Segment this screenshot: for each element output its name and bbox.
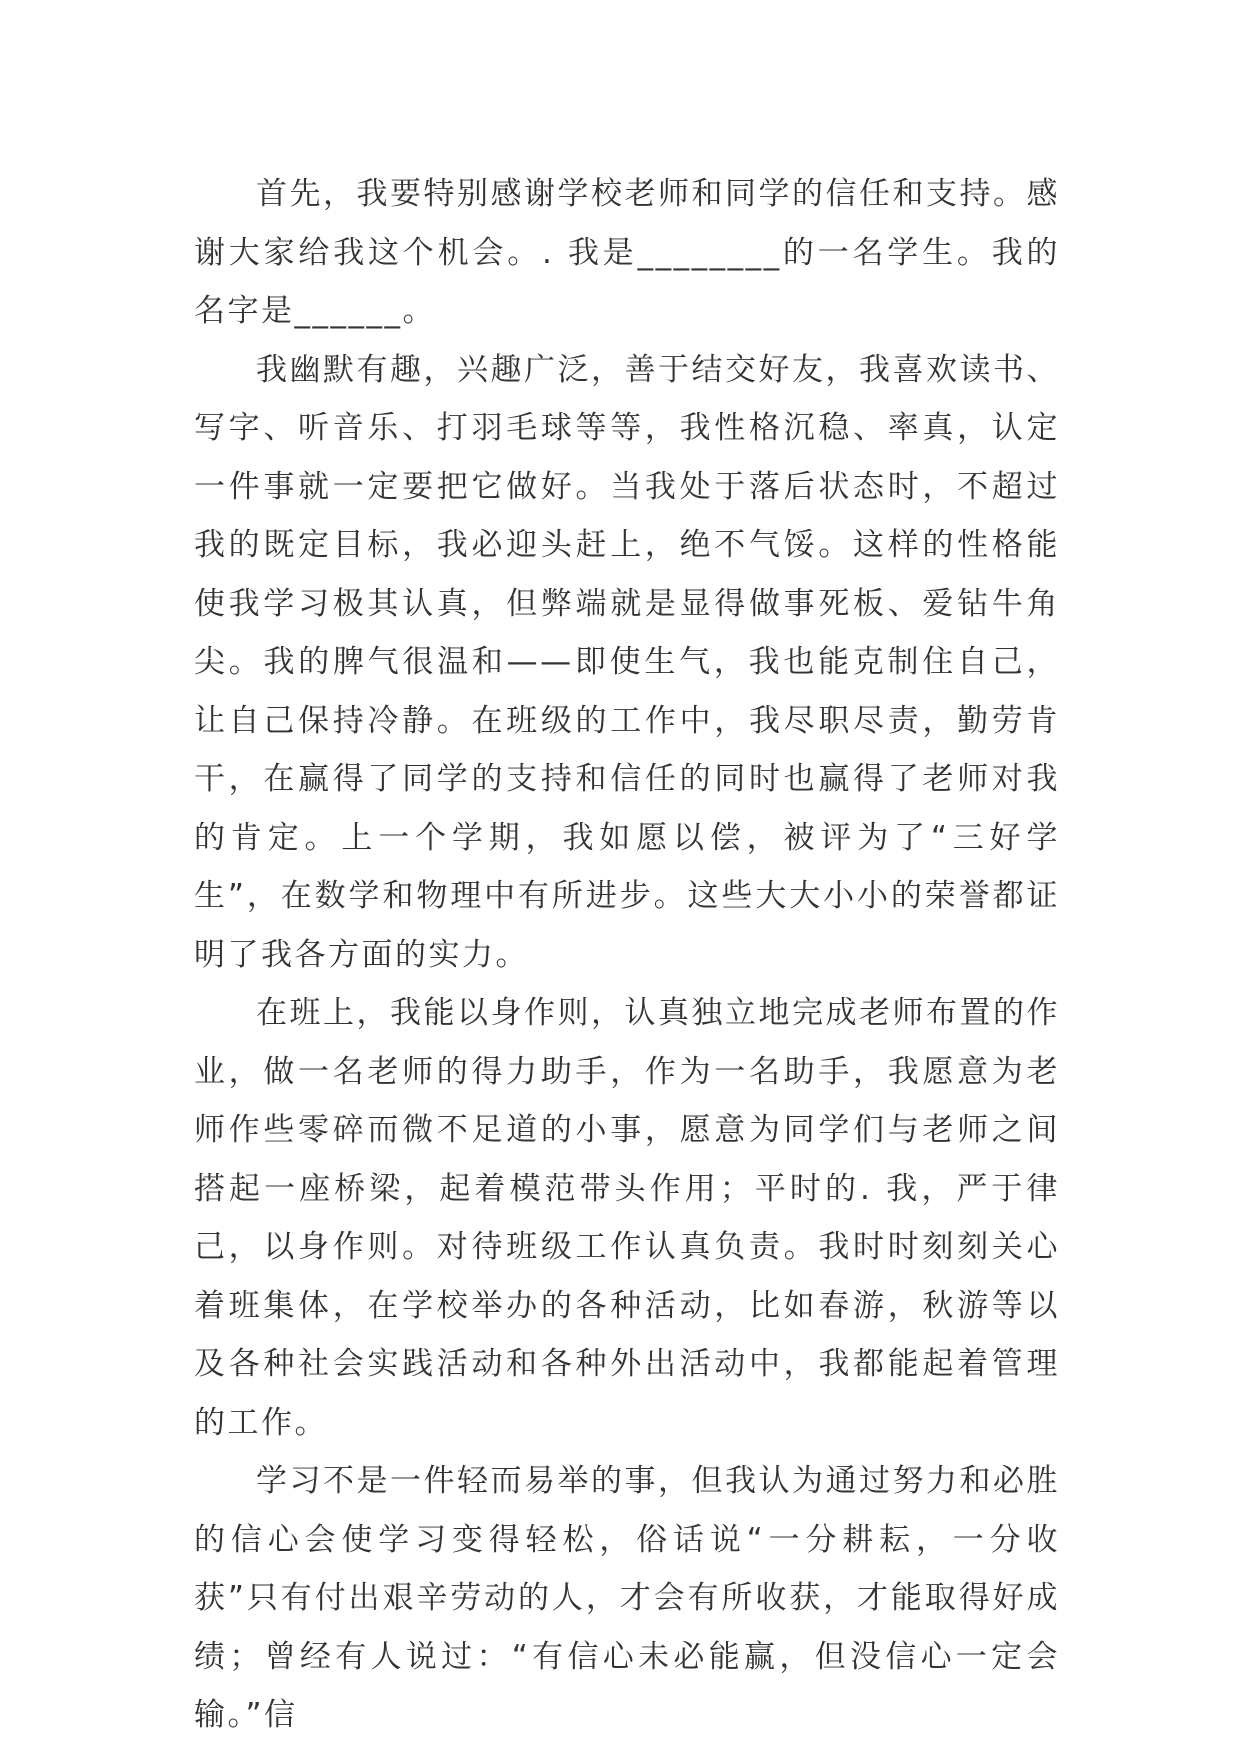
document-body <box>194 165 1060 1745</box>
paragraph-1: 首先，我要特别感谢学校老师和同学的信任和支持。感谢大家给我这个机会。. 我是________的一名学生。我的名字是______。 <box>194 176 1060 329</box>
paragraph-2: 我幽默有趣，兴趣广泛，善于结交好友，我喜欢读书、写字、听音乐、打羽毛球等等，我性格沉稳、率真，认定一件事就一定要把它做好。当我处于落后状态时，不超过我的既定目标，我必迎头赶上，绝不气馁。这样的性格能使我学习极其认真，但弊端就是显得做事死板、爱钻牛角尖。我的脾气很温和——即使生气，我也能克制住自己，让自己保持冷静。在班级的工作中，我尽职尽责，勤劳肯干，在赢得了同学的支持和信任的同时也赢得了老师对我的肯定。上一个学期，我如愿以偿，被评为了“三好学生”，在数学和物理中有所进步。这些大大小小的荣誉都证明了我各方面的实力。 <box>194 351 1060 973</box>
paragraph-3: 在班上，我能以身作则，认真独立地完成老师布置的作业，做一名老师的得力助手，作为一名助手，我愿意为老师作些零碎而微不足道的小事，愿意为同学们与老师之间搭起一座桥梁，起着模范带头作用；平时的. 我，严于律己，以身作则。对待班级工作认真负责。我时时刻刻关心着班集体，在学校举办的各种活动，比如春游，秋游等以及各种社会实践活动和各种外出活动中，我都能起着管理的工作。 <box>194 995 1060 1441</box>
paragraph-4: 学习不是一件轻而易举的事，但我认为通过努力和必胜的信心会使学习变得轻松，俗话说“一分耕耘，一分收获”只有付出艰辛劳动的人，才会有所收获，才能取得好成绩；曾经有人说过：“有信心未必能赢，但没信心一定会输。”信 <box>194 1463 1060 1733</box>
